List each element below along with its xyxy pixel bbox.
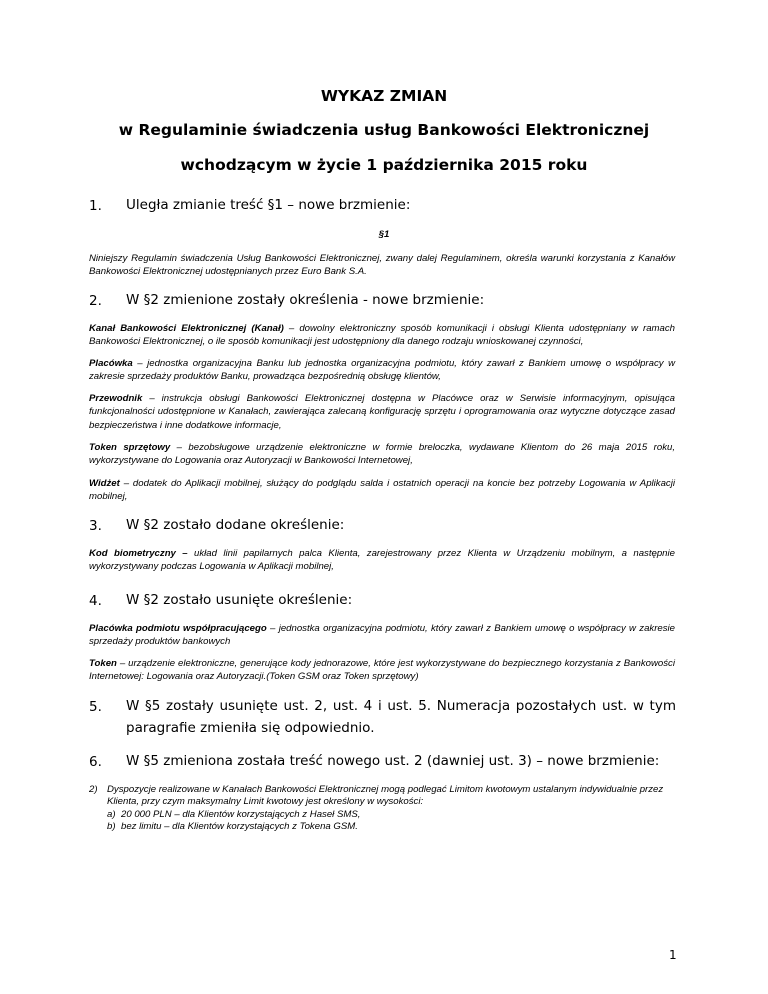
definition-term: Placówka (89, 358, 133, 369)
section-number: 3. (89, 518, 102, 534)
definition-text: – bezobsługowe urządzenie elektroniczne w formie breloczka, wydawane Klientom do 26 maja 2015 roku, wykorzystywane do Logowania oraz Autoryzacji w Bankowości Internetowej, (89, 442, 675, 467)
definition (89, 622, 675, 649)
definition-term: Placówka podmiotu współpracującego (89, 623, 267, 634)
section-heading: W §2 zostało usunięte określenie: (126, 592, 353, 608)
definition (89, 441, 675, 468)
section-heading: Uległa zmianie treść §1 – nowe brzmienie: (126, 197, 411, 213)
definition (89, 392, 675, 432)
definition-text: układ linii papilarnych palca Klienta, zarejestrowany przez Klienta w Urządzeniu mobilnym, a następnie wykorzystywany podczas Logowania w Aplikacji mobilnej, (89, 548, 675, 573)
section-number: 2. (89, 293, 102, 309)
section-heading: W §2 zostało dodane określenie: (126, 517, 345, 533)
section-number: 4. (89, 593, 102, 609)
list-subitem (107, 809, 675, 821)
definition-term: Widżet (89, 478, 120, 489)
definition-text: – dowolny elektroniczny sposób komunikacji i obsługi Klienta udostępniany w ramach Bankowości Elektronicznej, o ile sposób komunikacji jest udostępniony dla danego rodzaju wnioskowanej czynności, (89, 323, 675, 348)
definition-term: Token sprzętowy (89, 442, 171, 453)
definition-term: Token (89, 658, 117, 669)
section-number: 1. (89, 198, 102, 214)
list-item (89, 784, 675, 834)
page-number: 1 (669, 948, 677, 962)
definition (89, 322, 675, 349)
list-subitem-label: b) (107, 821, 116, 833)
section-number: 5. (89, 699, 102, 715)
definition-term: Kod biometryczny – (89, 548, 188, 559)
section-heading: W §5 zostały usunięte ust. 2, ust. 4 i ust. 5. Numeracja pozostałych ust. w tym paragrafie zmieniła się odpowiednio. (126, 698, 676, 736)
definition-text: – jednostka organizacyjna podmiotu, który zawarł z Bankiem umowę o współpracy w zakresie sprzedaży produktów bankowych (89, 623, 675, 648)
definition-text: – urządzenie elektroniczne, generujące kody jednorazowe, które jest wykorzystywane do bezpiecznego korzystania z Bankowości Internetowej: Logowania oraz Autoryzacji.(Token GSM oraz Token sprzętowy) (89, 658, 675, 683)
list-subitem-text: 20 000 PLN – dla Klientów korzystających z Haseł SMS, (121, 808, 361, 820)
list-subitem-text: bez limitu – dla Klientów korzystających z Tokena GSM. (121, 821, 358, 833)
list-item-text: Dyspozycje realizowane w Kanałach Bankowości Elektronicznej mogą podlegać Limitom kwotowym ustalanym indywidualnie przez Klienta, przy czym maksymalny Limit kwotowy jest określony w wysokości: (107, 784, 664, 808)
list-subitem (107, 821, 675, 833)
definition (89, 477, 675, 504)
definition (89, 657, 675, 684)
list-item-label: 2) (89, 784, 98, 795)
definition-text: – instrukcja obsługi Bankowości Elektronicznej dostępna w Placówce oraz w Serwisie informacyjnym, opisująca funkcjonalności udostępnione w Kanałach, zawierająca zalecaną konfigurację sprzętu i oprogramowania oraz wytyczne dotyczące zasad bezpieczeństwa i inne dodatkowe informacje, (89, 393, 675, 431)
limit-list (89, 784, 675, 834)
document-title: WYKAZ ZMIAN (320, 87, 448, 105)
definition-term: Przewodnik (89, 393, 143, 404)
document-subtitle: w Regulaminie świadczenia usług Bankowości Elektronicznej (118, 121, 650, 139)
document-effective-date: wchodzącym w życie 1 października 2015 roku (180, 156, 588, 174)
list-subitem-label: a) (107, 808, 116, 820)
section-heading: W §2 zmienione zostały określenia - nowe brzmienie: (126, 292, 485, 308)
definition-term: Kanał Bankowości Elektronicznej (Kanał) (89, 323, 284, 334)
section-number: 6. (89, 754, 102, 770)
definition (89, 357, 675, 384)
definition-text: – jednostka organizacyjna Banku lub jednostka organizacyjna podmiotu, który zawarł z Bankiem umowę o współpracy w zakresie sprzedaży produktów Banku, prowadząca bezpośrednią obsługę klientów, (89, 358, 675, 383)
section-heading: W §5 zmieniona została treść nowego ust. 2 (dawniej ust. 3) – nowe brzmienie: (126, 753, 660, 769)
section-text: Niniejszy Regulamin świadczenia Usług Bankowości Elektronicznej, zwany dalej Regulaminem, określa warunki korzystania z Kanałów Bankowości Elektronicznej udostępnianych przez Euro Bank S.A. (89, 253, 675, 278)
paragraph-symbol: §1 (378, 229, 390, 240)
definition-text: – dodatek do Aplikacji mobilnej, służący do podglądu salda i ostatnich operacji na koncie bez potrzeby Logowania w Aplikacji mobilnej, (89, 478, 675, 503)
definition (89, 547, 675, 574)
